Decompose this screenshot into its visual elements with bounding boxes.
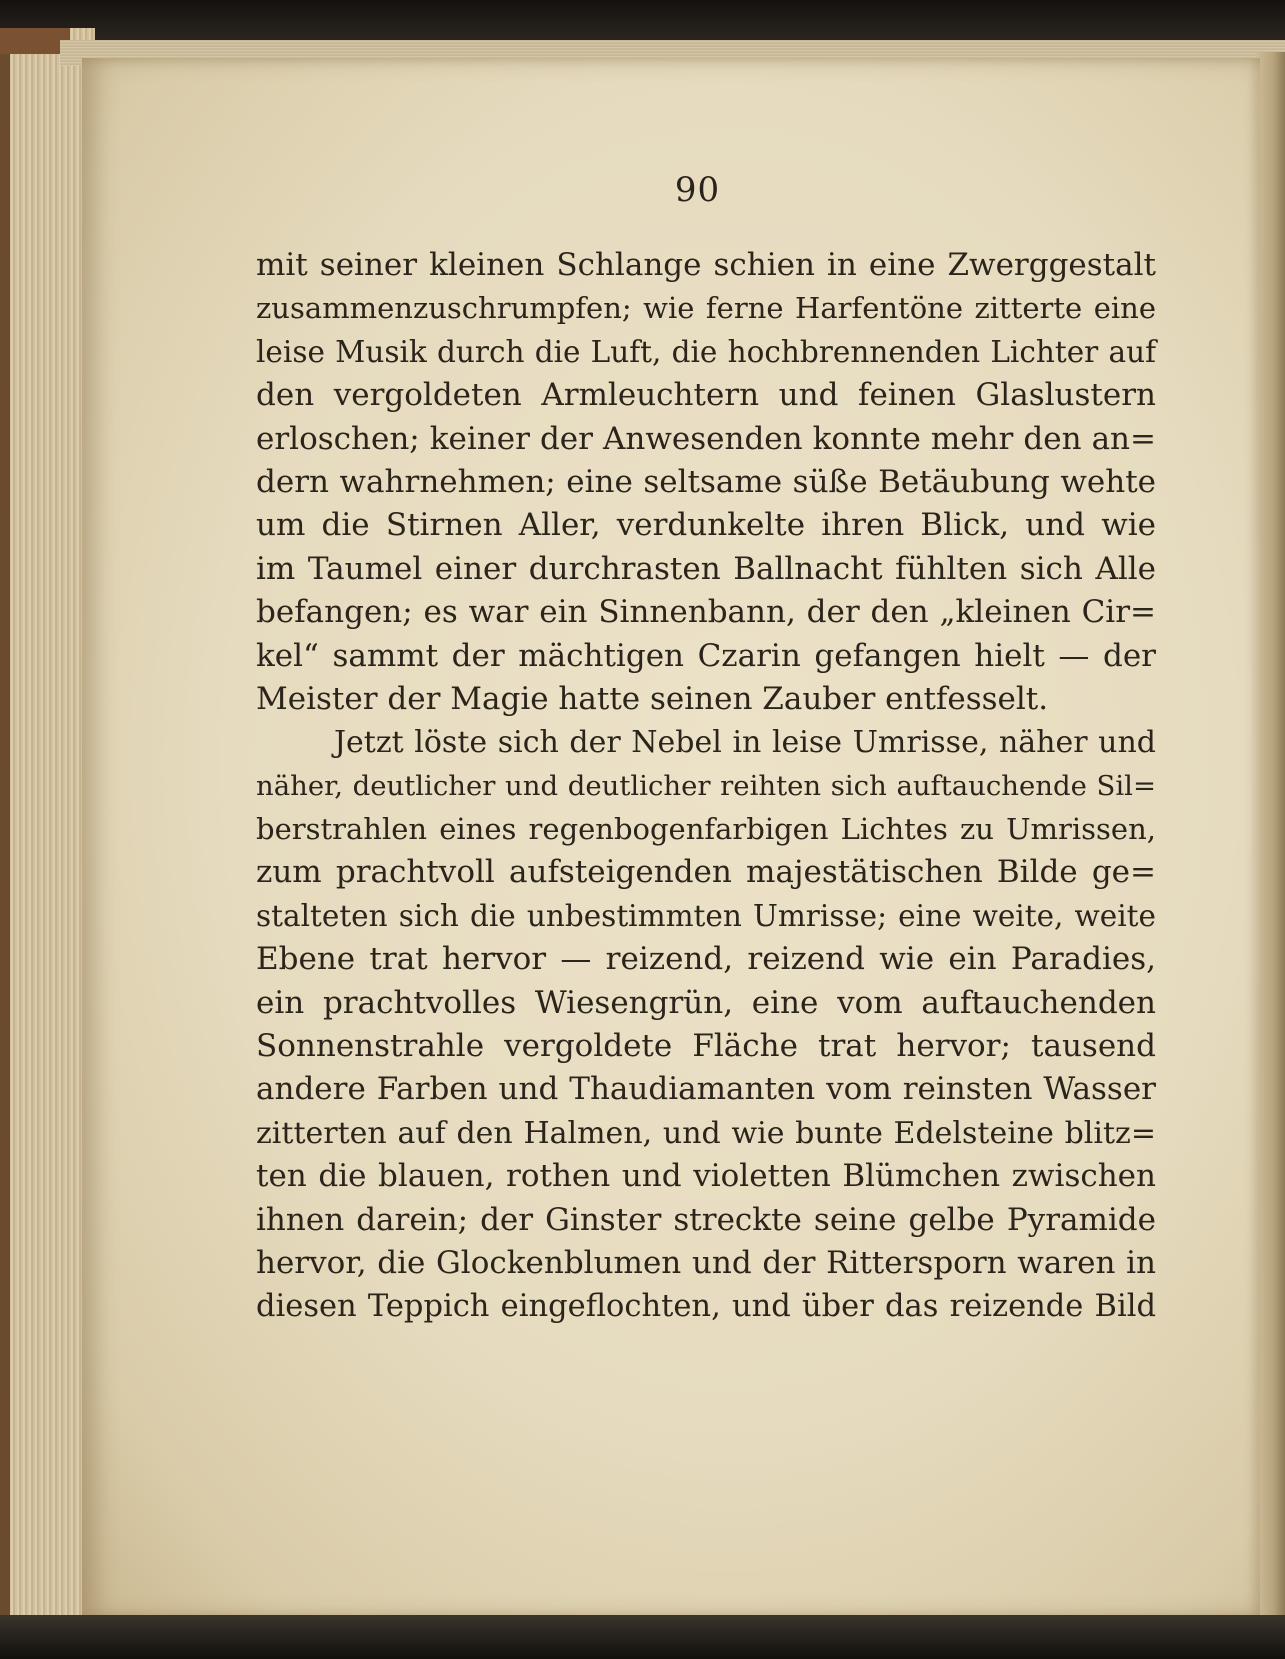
text-line: berstrahlen eines regenbogenfarbigen Lichtes zu Umrissen, — [256, 812, 1156, 847]
text-line: ten die blauen, rothen und violetten Blümchen zwischen — [256, 1158, 1156, 1195]
text-line: kel“ sammt der mächtigen Czarin gefangen hielt — der — [256, 637, 1156, 674]
text-line: ihnen darein; der Ginster streckte seine gelbe Pyramide — [256, 1201, 1156, 1238]
text-line: Jetzt löste sich der Nebel in leise Umrisse, näher und — [334, 725, 1156, 761]
text-line: zusammenzuschrumpfen; wie ferne Harfentöne zitterte eine — [256, 291, 1156, 326]
body-text — [256, 244, 1156, 1329]
page-stack-right — [1256, 52, 1285, 1622]
text-line: im Taumel einer durchrasten Ballnacht fühlten sich Alle — [256, 550, 1156, 587]
text-line: leise Musik durch die Luft, die hochbrennenden Lichter auf — [256, 334, 1156, 369]
text-line: hervor, die Glockenblumen und der Rittersporn waren in — [256, 1244, 1156, 1281]
page-number: 90 — [674, 170, 721, 210]
text-line: zum prachtvoll aufsteigenden majestätischen Bilde ge= — [256, 854, 1156, 891]
text-line: Ebene trat hervor — reizend, reizend wie ein Paradies, — [256, 941, 1156, 978]
book-cover-top — [0, 0, 1285, 40]
text-line: Meister der Magie hatte seinen Zauber entfesselt. — [256, 680, 1049, 717]
text-line: ein prachtvolles Wiesengrün, eine vom auftauchenden — [256, 984, 1156, 1021]
text-line: stalteten sich die unbestimmten Umrisse; eine weite, weite — [256, 898, 1156, 933]
page-stack-left — [0, 28, 95, 1628]
text-line: erloschen; keiner der Anwesenden konnte mehr den an= — [256, 420, 1156, 457]
text-line: diesen Teppich eingeflochten, und über das reizende Bild — [256, 1289, 1156, 1325]
text-line: näher, deutlicher und deutlicher reihten sich auftauchende Sil= — [256, 769, 1156, 802]
text-line: mit seiner kleinen Schlange schien in eine Zwerggestalt — [256, 247, 1156, 283]
book-cover-bottom — [0, 1615, 1285, 1659]
text-line: befangen; es war ein Sinnenbann, der den „kleinen Cir= — [256, 594, 1156, 631]
text-line: andere Farben und Thaudiamanten vom reinsten Wasser — [256, 1071, 1156, 1108]
text-line: den vergoldeten Armleuchtern und feinen Glaslustern — [256, 377, 1156, 414]
text-line: um die Stirnen Aller, verdunkelte ihren Blick, und wie — [256, 507, 1156, 544]
text-line: Sonnenstrahle vergoldete Fläche trat hervor; tausend — [256, 1028, 1156, 1065]
text-line: zitterten auf den Halmen, und wie bunte Edelsteine blitz= — [256, 1115, 1156, 1151]
text-line: dern wahrnehmen; eine seltsame süße Betäubung wehte — [256, 463, 1156, 500]
